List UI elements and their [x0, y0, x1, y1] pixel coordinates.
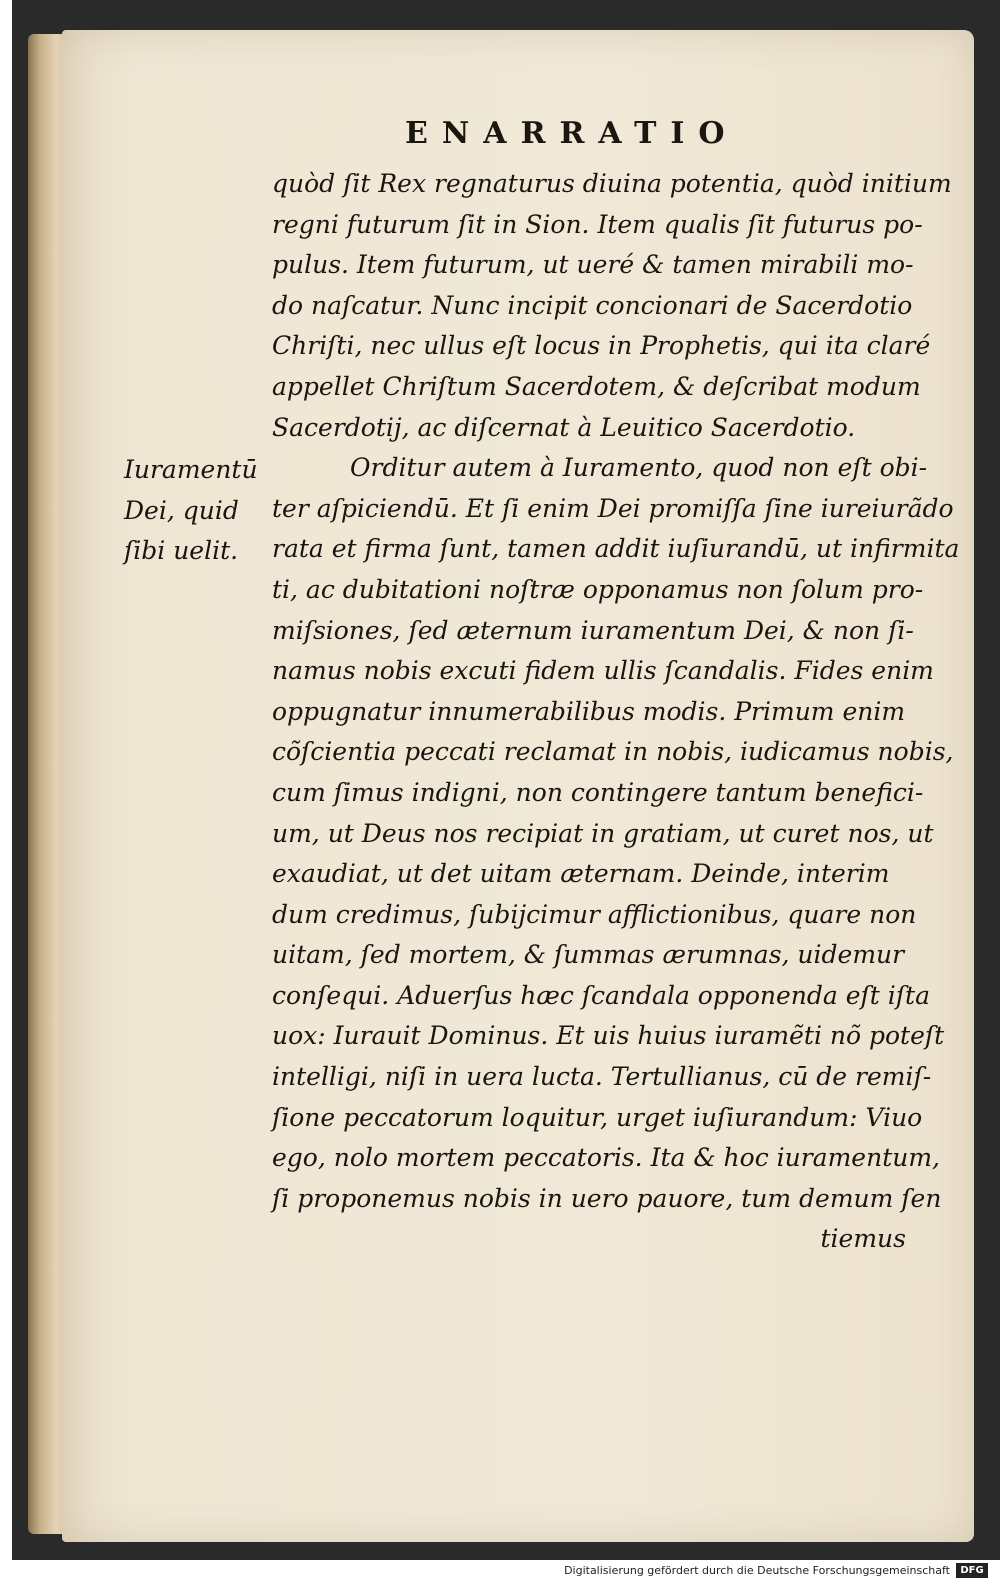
margin-note-line: Iuramentū [124, 455, 258, 484]
text-line: rata et firma ſunt, tamen addit iuſiurandū, ut infirmita [272, 534, 960, 564]
text-line: intelligi, niſi in uera lucta. Tertullianus, cū de remiſ- [272, 1062, 932, 1092]
text-line: do naſcatur. Nunc incipit concionari de Sacerdotio [272, 290, 913, 320]
footer-credit: Digitalisierung gefördert durch die Deutsche Forschungsgemeinschaft [564, 1564, 950, 1577]
catchword: tiemus [820, 1224, 906, 1254]
running-head: ENARRATIO [405, 116, 739, 151]
text-line: Chriſti, nec ullus eſt locus in Prophetis, qui ita claré [272, 331, 931, 361]
text-line: quòd ſit Rex regnaturus diuina potentia, quòd initium [272, 169, 952, 198]
text-line: miſsiones, ſed æternum iuramentum Dei, & non ſi- [272, 615, 914, 645]
dfg-logo: DFG [956, 1563, 988, 1578]
text-line: Orditur autem à Iuramento, quod non eſt obi- [350, 453, 928, 483]
text-line: appellet Chriſtum Sacerdotem, & deſcribat modum [272, 371, 921, 401]
margin-note [124, 450, 264, 572]
text-line: ego, nolo mortem peccatoris. Ita & hoc iuramentum, [272, 1143, 940, 1173]
text-line: namus nobis excuti fidem ullis ſcandalis. Fides enim [272, 656, 934, 686]
text-line: uox: Iurauit Dominus. Et uis huius iuramẽti nõ poteſt [272, 1021, 945, 1051]
text-line: conſequi. Aduerſus hæc ſcandala opponenda eſt iſta [272, 980, 930, 1010]
text-line: regni futurum ſit in Sion. Item qualis ſit futurus po- [272, 209, 923, 239]
text-line: ſi proponemus nobis in uero pauore, tum demum ſen [272, 1183, 942, 1213]
text-line: exaudiat, ut det uitam æternam. Deinde, interim [272, 859, 890, 889]
text-line: cõſcientia peccati reclamat in nobis, iudicamus nobis, [272, 737, 954, 767]
text-line: Sacerdotij, ac diſcernat à Leuitico Sacerdotio. [272, 412, 856, 442]
text-line: dum credimus, ſubijcimur afflictionibus, quare non [272, 899, 917, 929]
text-line: ti, ac dubitationi noſtræ opponamus non ſolum pro- [272, 574, 924, 604]
text-line: ſione peccatorum loquitur, urget iuſiurandum: Viuo [272, 1102, 923, 1132]
margin-note-line: Dei, quid [124, 495, 239, 525]
text-line: ter aſpiciendū. Et ſi enim Dei promiſſa ſine iureiurãdo [272, 493, 954, 523]
text-line: uitam, ſed mortem, & ſummas ærumnas, uidemur [272, 940, 905, 970]
text-line: cum ſimus indigni, non contingere tantum benefici- [272, 777, 924, 807]
text-line: pulus. Item futurum, ut ueré & tamen mirabili mo- [272, 250, 914, 280]
text-line: oppugnatur innumerabilibus modis. Primum enim [272, 696, 906, 726]
margin-note-line: ſibi uelit. [124, 536, 239, 566]
text-line: um, ut Deus nos recipiat in gratiam, ut curet nos, ut [272, 818, 934, 848]
body-text [272, 164, 960, 1260]
